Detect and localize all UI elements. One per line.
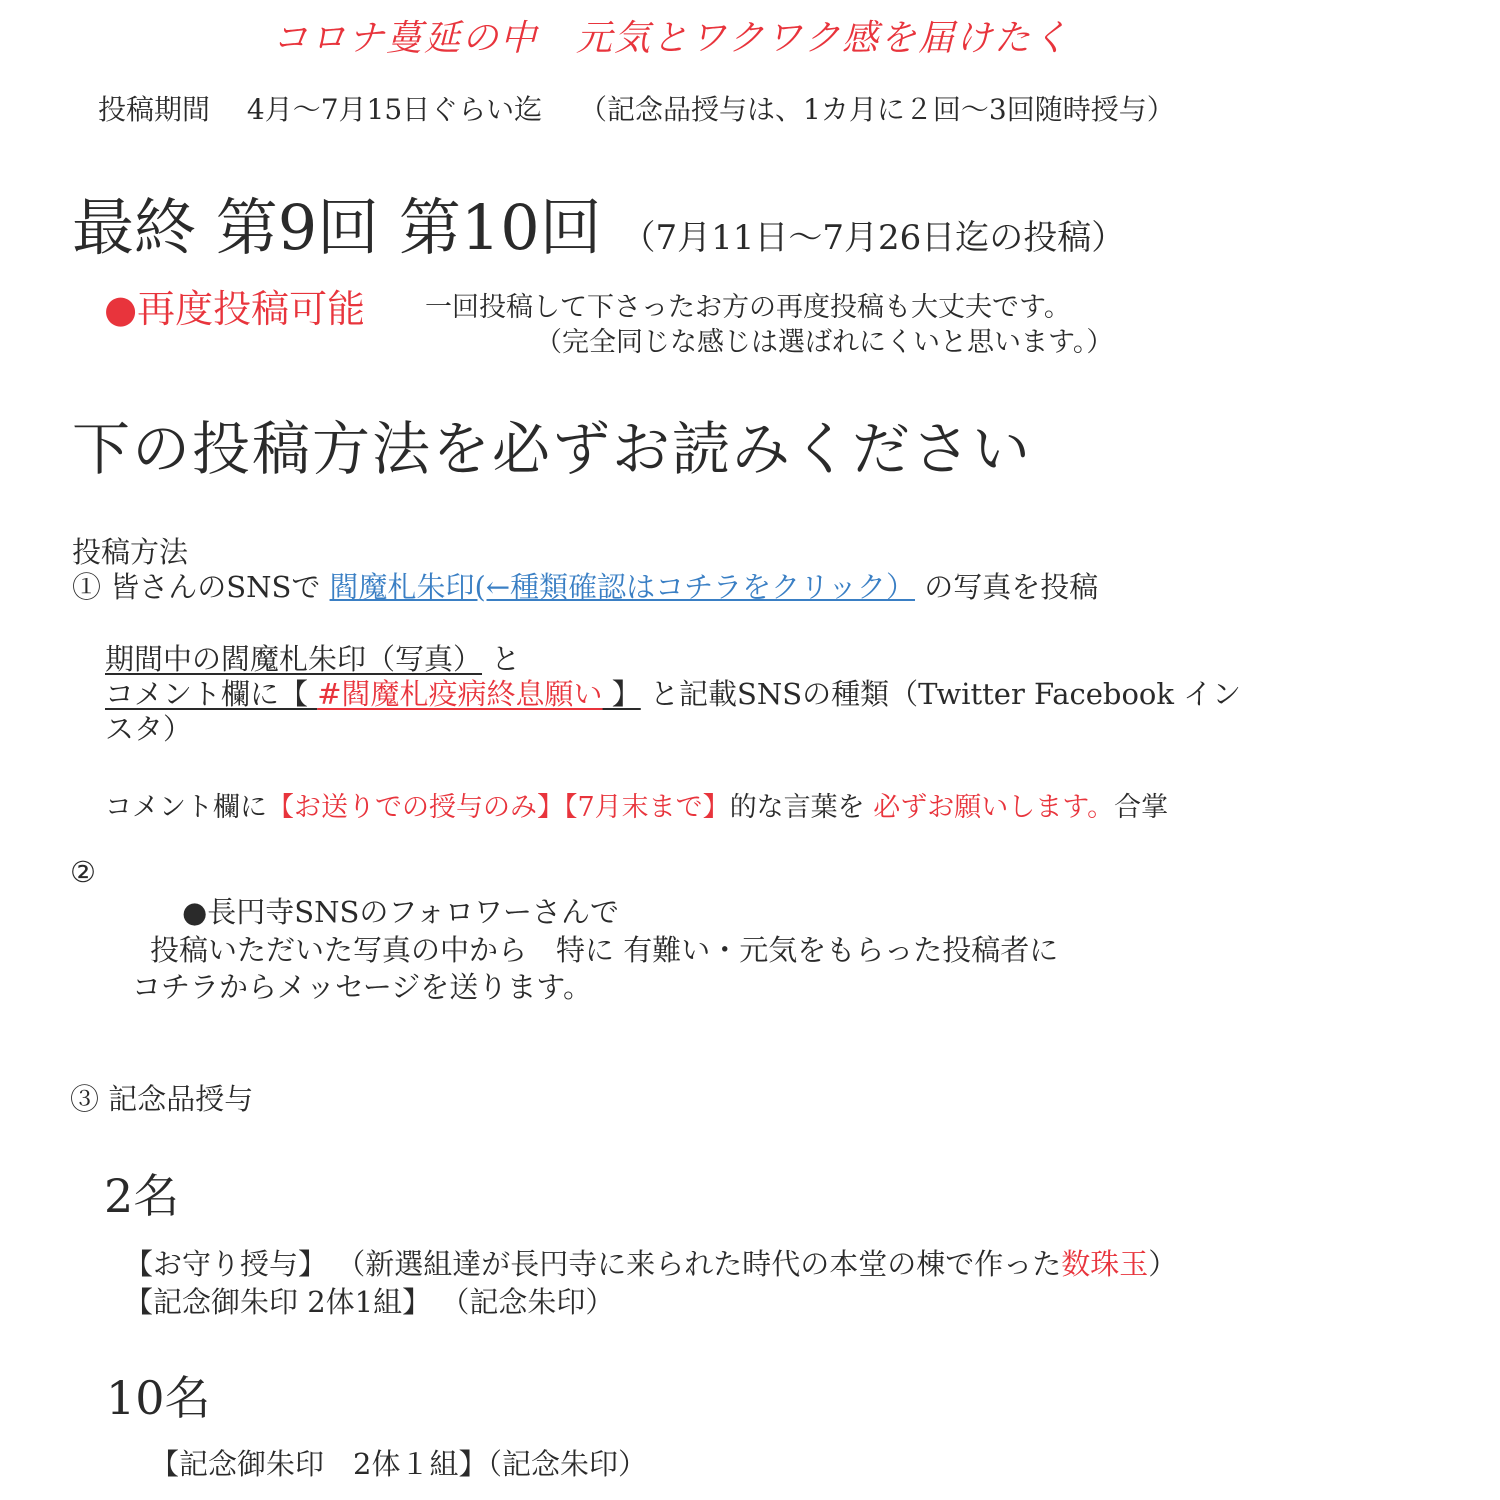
repost-label: ●再度投稿可能	[104, 287, 366, 331]
tier-2-prize-seal: 【記念御朱印 2体１組】（記念朱印）	[150, 1447, 647, 1481]
tier-1-prize-amulet	[124, 1242, 1177, 1283]
posting-period: 投稿期間 4月～7月15日ぐらい迄 （記念品授与は、1カ月に２回～3回随時授与）	[98, 93, 1175, 126]
repost-allowed-label	[104, 278, 365, 333]
comment-instruction	[105, 785, 1168, 824]
repost-note: 一回投稿して下さったお方の再度投稿も大丈夫です。	[425, 292, 1071, 323]
method-title: 投稿方法	[72, 535, 189, 569]
comment-emphasis: 必ずお願いします。	[873, 792, 1115, 823]
step-2-line-2: 投稿いただいた写真の中から 特に 有難い・元気をもらった投稿者に	[150, 933, 1059, 967]
step-2-line-3: コチラからメッセージを送ります。	[132, 970, 592, 1004]
tier-2-count: 10名	[106, 1371, 211, 1425]
tier-1-prize-seal: 【記念御朱印 2体1組】 （記念朱印）	[124, 1285, 615, 1319]
repost-note-sub: （完全同じな感じは選ばれにくいと思います。）	[535, 327, 1114, 358]
instruction-line-3: スタ）	[105, 712, 193, 746]
amulet-prefix: 【お守り授与】 （新選組達が長円寺に来られた時代の本堂の棟で作った	[124, 1247, 1062, 1281]
step-1-suffix: の写真を投稿	[915, 570, 1099, 604]
comment-tag-mail: 【お送りでの授与のみ】	[267, 792, 564, 823]
round-title	[72, 178, 1125, 267]
comment-mid: 的な言葉を	[729, 792, 874, 823]
comment-tag-deadline: 【7月末まで】	[564, 792, 730, 823]
step-2-number: ②	[70, 855, 96, 889]
seal-types-link[interactable]: 閻魔札朱印(←種類確認はコチラをクリック）	[329, 570, 916, 604]
amulet-suffix: ）	[1148, 1247, 1178, 1281]
campaign-headline: コロナ蔓延の中 元気とワクワク感を届けたく	[272, 18, 1071, 59]
tier-1-count: 2名	[104, 1169, 180, 1223]
amulet-emphasis: 数珠玉	[1061, 1247, 1149, 1281]
instruction-photo: 期間中の閻魔札朱印（写真）	[105, 642, 483, 676]
read-instructions-heading: 下の投稿方法を必ずお読みください	[72, 415, 1033, 483]
round-date-range: （7月11日～7月26日迄の投稿）	[621, 218, 1126, 258]
step-3-title: ③ 記念品授与	[70, 1082, 254, 1116]
step-1-prefix: ① 皆さんのSNSで	[72, 570, 330, 604]
instruction-sns-types: と記載SNSの種類（Twitter Facebook イン	[640, 677, 1242, 711]
comment-prefix: コメント欄に	[105, 792, 267, 823]
step-1	[72, 565, 1098, 606]
step-2-line-1: ●長円寺SNSのフォロワーさんで	[182, 895, 619, 929]
comment-end: 合掌	[1114, 792, 1169, 823]
instruction-and: と	[482, 642, 521, 676]
hashtag-close: 】	[602, 677, 641, 711]
instruction-line-2	[105, 672, 1241, 713]
instruction-comment-prefix: コメント欄に【	[105, 677, 318, 711]
round-title-text: 最終 第9回 第10回	[72, 191, 602, 264]
hashtag: #閻魔札疫病終息願い	[317, 677, 603, 711]
